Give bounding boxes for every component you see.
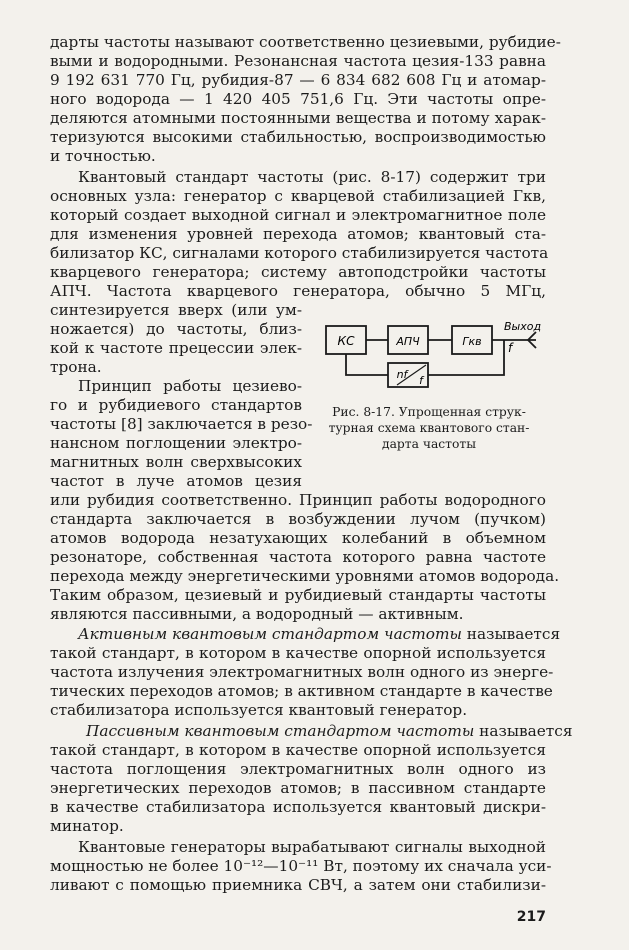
text-line: атомов водорода незатухающих колебаний в объемном: [50, 529, 546, 547]
text-line: для изменения уровней перехода атомов; квантовый ста-: [50, 225, 546, 243]
text-line: нансном поглощении электро-: [50, 434, 302, 452]
term-active-standard: Активным квантовым стандартом частоты: [78, 625, 462, 643]
page-number: 217: [516, 909, 546, 925]
text-line: частоты [8] заключается в резо-: [50, 415, 313, 433]
apch-label: АПЧ: [396, 335, 420, 348]
text-line: трона.: [50, 358, 102, 376]
text-line: или рубидия соответственно. Принцип работы водородного: [50, 491, 546, 509]
text-line: [50, 625, 561, 644]
text-line: деляются атомными постоянными вещества и потому харак-: [50, 109, 546, 127]
text-line: ливают с помощью приемника СВЧ, а затем они стабилизи-: [50, 876, 546, 894]
text-line: стандарта заключается в возбуждении лучом (пучком): [50, 510, 546, 528]
block-diagram: [318, 316, 548, 391]
text-line: тических переходов атомов; в активном стандарте в качестве: [50, 682, 553, 700]
text-line: который создает выходной сигнал и электромагнитное поле: [50, 206, 546, 224]
text-line: [50, 722, 573, 741]
text-line: частота излучения электромагнитных волн одного из энерге-: [50, 663, 554, 681]
text-line: го и рубидиевого стандартов: [50, 396, 302, 414]
figure-caption: Рис. 8-17. Упрощенная струк-: [332, 405, 526, 419]
text-line: ножается) до частоты, близ-: [50, 320, 302, 338]
text-line: выми и водородными. Резонансная частота цезия-133 равна: [50, 52, 546, 70]
text-line: в качестве стабилизатора используется квантовый дискри-: [50, 798, 546, 816]
text-span: называется: [474, 722, 573, 740]
text-span: называется: [461, 625, 561, 643]
text-line: Квантовые генераторы вырабатывают сигналы выходной: [78, 838, 546, 856]
gkv-label: Гкв: [462, 335, 482, 348]
text-line: Принцип работы цезиево-: [78, 377, 302, 395]
text-line: кой к частоте прецессии элек-: [50, 339, 302, 357]
text-line: частот в луче атомов цезия: [50, 472, 302, 490]
text-line: резонаторе, собственная частота которого равна частоте: [50, 548, 546, 566]
text-line: частота поглощения электромагнитных волн одного из: [50, 760, 546, 778]
text-line: стабилизатора используется квантовый генератор.: [50, 701, 468, 719]
text-line: АПЧ. Частота кварцевого генератора, обычно 5 МГц,: [50, 282, 546, 300]
text-line: являются пассивными, а водородный — активным.: [50, 605, 464, 623]
figure-caption: дарта частоты: [382, 437, 476, 451]
text-line: энергетических переходов атомов; в пассивном стандарте: [50, 779, 546, 797]
text-line: такой стандарт, в котором в качестве опорной используется: [50, 644, 546, 662]
output-label: Выход: [504, 320, 542, 333]
output-frequency-label: f: [508, 341, 513, 355]
text-line: Таким образом, цезиевый и рубидиевый стандарты частоты: [50, 586, 546, 604]
term-passive-standard: Пассивным квантовым стандартом частоты: [86, 722, 475, 740]
text-line: такой стандарт, в котором в качестве опорной используется: [50, 741, 546, 759]
figure-caption: турная схема квантового стан-: [328, 421, 530, 435]
nf-label: nf: [396, 368, 408, 381]
text-line: билизатор КС, сигналами которого стабилизируется частота: [50, 244, 549, 262]
text-line: синтезируется вверх (или ум-: [50, 301, 302, 319]
text-line: ного водорода — 1 420 405 751,6 Гц. Эти частоты опре-: [50, 90, 546, 108]
text-line: кварцевого генератора; систему автоподстройки частоты: [50, 263, 546, 281]
ks-label: КС: [337, 334, 355, 348]
text-line: магнитных волн сверхвысоких: [50, 453, 302, 471]
text-line: минатор.: [50, 817, 124, 835]
text-line: мощностью не более 10⁻¹²—10⁻¹¹ Вт, поэтому их сначала уси-: [50, 857, 552, 875]
text-line: основных узла: генератор с кварцевой стабилизацией Гкв,: [50, 187, 546, 205]
f-divider-label: f: [419, 374, 423, 387]
text-line: теризуются высокими стабильностью, воспроизводимостью: [50, 128, 546, 146]
text-line: Квантовый стандарт частоты (рис. 8-17) содержит три: [78, 168, 546, 186]
text-line: и точностью.: [50, 147, 156, 165]
text-line: перехода между энергетическими уровнями атомов водорода.: [50, 567, 560, 585]
text-line: дарты частоты называют соответственно цезиевыми, рубидие-: [50, 33, 561, 51]
text-line: 9 192 631 770 Гц, рубидия-87 — 6 834 682 608 Гц и атомар-: [50, 71, 546, 89]
